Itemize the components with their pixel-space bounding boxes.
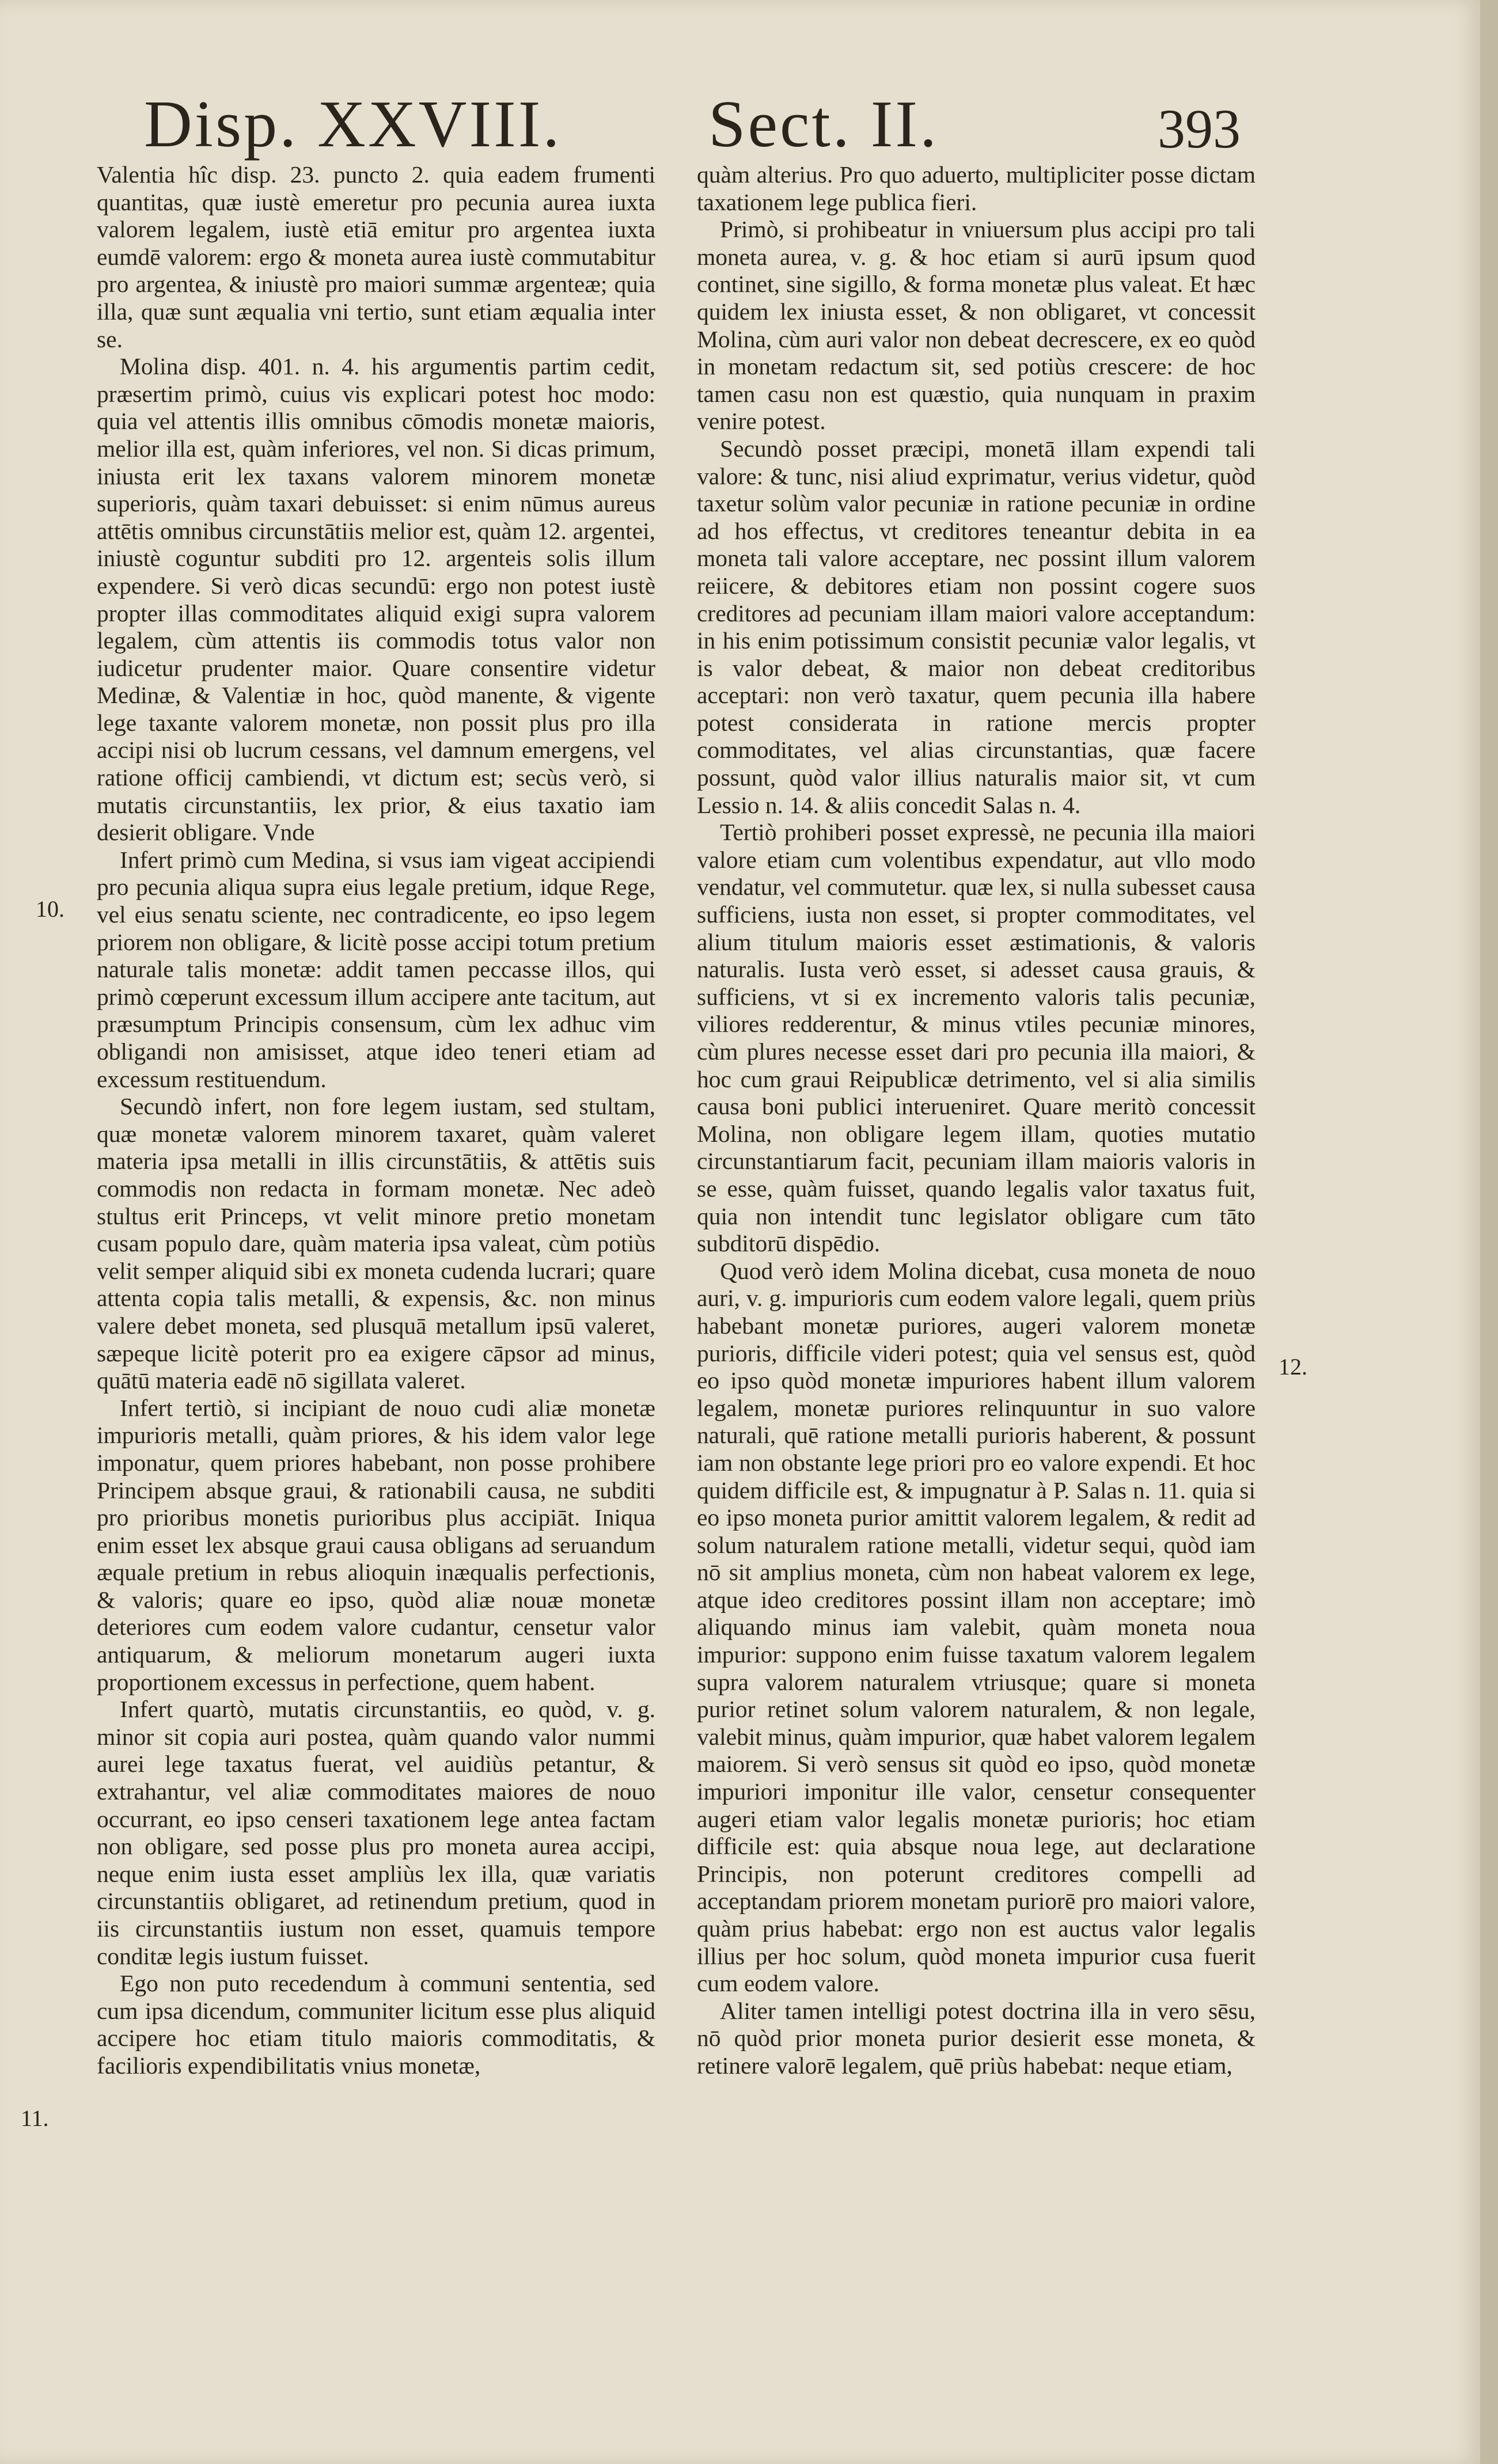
header-disputation: Disp. XXVIII. <box>144 88 562 161</box>
paragraph: Molina disp. 401. n. 4. his argumentis partim cedit, præsertim primò, cuius vis explicari potest hoc modo: quia vel attentis illis omnibus cōmodis monetæ maioris, melior illa est, quàm inferiores, vel non. Si dicas primum, iniusta erit lex taxans valorem minorem monetæ superioris, quàm taxari debuisset: si enim nūmus aureus attētis omnibus circunstātiis melior est, quàm 12. argentei, iniustè coguntur subditi pro 12. argenteis solis illum expendere. Si verò dicas secundū: ergo non potest iustè propter illas commoditates aliquid exigi supra valorem legalem, cùm attentis iis commodis totus valor non iudicetur prudenter maior. Quare consentire videtur Medinæ, & Valentiæ in hoc, quòd manente, & vigente lege taxante valorem monetæ, non possit plus pro illa accipi nisi ob lucrum cessans, vel damnum emergens, vel ratione officij cambiendi, vt dictum est; secùs verò, si mutatis circunstantiis, lex prior, & eius taxatio iam desierit obligare. Vnde <box>97 353 655 846</box>
margin-number: 12. <box>1279 1354 1307 1380</box>
running-header <box>0 86 1480 167</box>
page-edge <box>1480 0 1498 2464</box>
paragraph: Valentia hîc disp. 23. puncto 2. quia eadem frumenti quantitas, quæ iustè emeretur pro pecunia aurea iuxta valorem legalem, iustè etiā emitur pro argentea iuxta eumdē valorem: ergo & moneta aurea iustè commutabitur pro argentea, & iniustè pro maiori summæ argenteæ; quia illa, quæ sunt æqualia vni tertio, sunt etiam æqualia inter se. <box>97 161 655 352</box>
paragraph: Secundò posset præcipi, monetā illam expendi tali valore: & tunc, nisi aliud exprimatur, verius videtur, quòd taxetur solùm valor pecuniæ in ratione pecuniæ in ordine ad hos effectus, vt creditores teneantur debita in ea moneta tali valore acceptare, nec possint illum valorem reiicere, & debitores etiam non possint cogere suos creditores ad pecuniam illam maiori valore acceptandum: in his enim potissimum consistit pecuniæ valor legalis, vt is valor debeat, & maior non debeat creditoribus acceptari: non verò taxatur, quem pecunia illa habere potest considerata in ratione mercis propter commoditates, vel alias circunstantias, quæ facere possunt, quòd valor illius naturalis maior sit, vt cum Lessio n. 14. & aliis concedit Salas n. 4. <box>697 435 1256 818</box>
margin-number: 10. <box>36 896 65 922</box>
paragraph: Tertiò prohiberi posset expressè, ne pecunia illa maiori valore etiam cum volentibus expendatur, aut vllo modo vendatur, vel commutetur. quæ lex, si nulla subesset causa sufficiens, iusta non esset, si propter commoditates, vel alium titulum maioris esset æstimationis, & valoris naturalis. Iusta verò esset, si adesset causa grauis, & sufficiens, vt si ex incremento valoris talis pecuniæ, viliores redderentur, & minus vtiles pecuniæ minores, cùm plures necesse esset dari pro pecunia illa maiori, & hoc cum graui Reipublicæ detrimento, vel si alia similis causa boni publici interueniret. Quare meritò concessit Molina, non obligare legem illam, quoties mutatio circunstantiarum facit, pecuniam illam maioris valoris in se esse, quàm fuisset, quando legalis valor taxatus fuit, quia non intendit tunc legislator obligare cum tāto subditorū dispēdio. <box>697 819 1256 1257</box>
paragraph: Infert primò cum Medina, si vsus iam vigeat accipiendi pro pecunia aliqua supra eius legale pretium, idque Rege, vel eius senatu sciente, nec contradicente, eo ipso legem priorem non obligare, & licitè posse accipi totum pretium naturale talis monetæ: addit tamen peccasse illos, qui primò cœperunt excessum illum accipere ante tacitum, aut præsumptum Principis consensum, cùm lex adhuc vim obligandi non amisisset, atque ideo teneri etiam ad excessum restituendum. <box>97 846 655 1092</box>
right-column <box>697 161 1256 2080</box>
paragraph: Secundò infert, non fore legem iustam, sed stultam, quæ monetæ valorem minorem taxaret, quàm valeret materia ipsa metalli in illis circunstātiis, & attētis suis commodis non redacta in formam monetæ. Nec adeò stultus erit Princeps, vt velit minore pretio monetam cusam populo dare, quàm materia ipsa valeat, cùm potiùs velit semper aliquid sibi ex moneta cudenda lucrari; quare attenta copia talis metalli, & expensis, &c. non minus valere debet moneta, sed plusquā metallum ipsū valeret, sæpeque licitè poterit pro ea exigere cāpsor ad minus, quātū materia eadē nō sigillata valeret. <box>97 1093 655 1394</box>
header-section: Sect. II. <box>708 88 939 161</box>
page-number: 393 <box>1158 98 1241 160</box>
paragraph: Ego non puto recedendum à communi sententia, sed cum ipsa dicendum, communiter licitum esse plus aliquid accipere hoc etiam titulo maioris commoditatis, & facilioris expendibilitatis vnius monetæ, <box>97 1970 655 2079</box>
margin-number: 11. <box>21 2105 49 2131</box>
paragraph: Infert tertiò, si incipiant de nouo cudi aliæ monetæ impurioris metalli, quàm priores, & his idem valor lege imponatur, quem priores habebant, non posse prohibere Principem absque graui, & rationabili causa, ne subditi pro prioribus monetis purioribus plus accipiāt. Iniqua enim esset lex absque graui causa obligans ad seruandum æquale pretium in rebus alioquin inæqualis perfectionis, & valoris; quare eo ipso, quòd aliæ nouæ monetæ deteriores cum eodem valore cudantur, censetur valor antiquarum, & meliorum monetarum augeri iuxta proportionem excessus in perfectione, quem habent. <box>97 1394 655 1695</box>
left-column <box>97 161 655 2080</box>
paragraph: Infert quartò, mutatis circunstantiis, eo quòd, v. g. minor sit copia auri postea, quàm quando valor nummi aurei lege taxatus fuerat, vel auidiùs petantur, & extrahantur, vel aliæ commoditates maiores de nouo occurrant, eo ipso censeri taxationem lege antea factam non obligare, sed posse plus pro moneta aurea accipi, neque enim iusta esset ampliùs lex illa, quæ variatis circunstantiis obligaret, ad retinendum pretium, quod in iis circunstantiis iustum non esset, quamuis tempore conditæ legis iustum fuisset. <box>97 1696 655 1969</box>
paragraph: Quod verò idem Molina dicebat, cusa moneta de nouo auri, v. g. impurioris cum eodem valore legali, quem priùs habebant monetæ puriores, augeri valorem monetæ purioris, difficile videri potest; quia vel sensus est, quòd eo ipso quòd monetæ impuriores habent illum valorem legalem, monetæ puriores relinquuntur in suo valore naturali, quē ratione metalli purioris haberent, & possunt iam non obstante lege priori pro eo valore expendi. Et hoc quidem difficile est, & impugnatur à P. Salas n. 11. quia si eo ipso moneta purior amittit valorem legalem, & redit ad solum naturalem ratione metalli, videtur sequi, quòd iam nō sit amplius moneta, cùm non habeat valorem ex lege, atque ideo creditores possint illam non acceptare; imò aliquando minus iam valebit, quàm moneta noua impurior: suppono enim fuisse taxatum valorem legalem supra valorem naturalem vtriusque; quare si moneta purior retinet solum valorem naturalem, & non legale, valebit minus, quàm impurior, quæ habet valorem legalem maiorem. Si verò sensus sit quòd eo ipso, quòd monetæ impuriori imponitur ille valor, censetur consequenter augeri etiam valor legalis monetæ purioris; hoc etiam difficile est: quia absque noua lege, aut declaratione Principis, non poterunt creditores compelli ad acceptandam priorem monetam puriorē pro maiori valore, quàm prius habebat: ergo non est auctus valor legalis illius per hoc solum, quòd moneta impurior cusa fuerit cum eodem valore. <box>697 1257 1256 1997</box>
paragraph: quàm alterius. Pro quo aduerto, multipliciter posse dictam taxationem lege publica fieri. <box>697 161 1256 215</box>
paragraph: Aliter tamen intelligi potest doctrina illa in vero sēsu, nō quòd prior moneta purior desierit esse moneta, & retinere valorē legalem, quē priùs habebat: neque etiam, <box>697 1997 1256 2079</box>
paragraph: Primò, si prohibeatur in vniuersum plus accipi pro tali moneta aurea, v. g. & hoc etiam si aurū ipsum quod continet, sine sigillo, & forma monetæ plus valeat. Et hæc quidem lex iniusta esset, & non obligaret, vt concessit Molina, cùm auri valor non debeat decrescere, ex eo quòd in monetam redactum sit, sed potiùs crescere: de hoc tamen casu non est quæstio, quia nunquam in praxim venire potest. <box>697 216 1256 435</box>
